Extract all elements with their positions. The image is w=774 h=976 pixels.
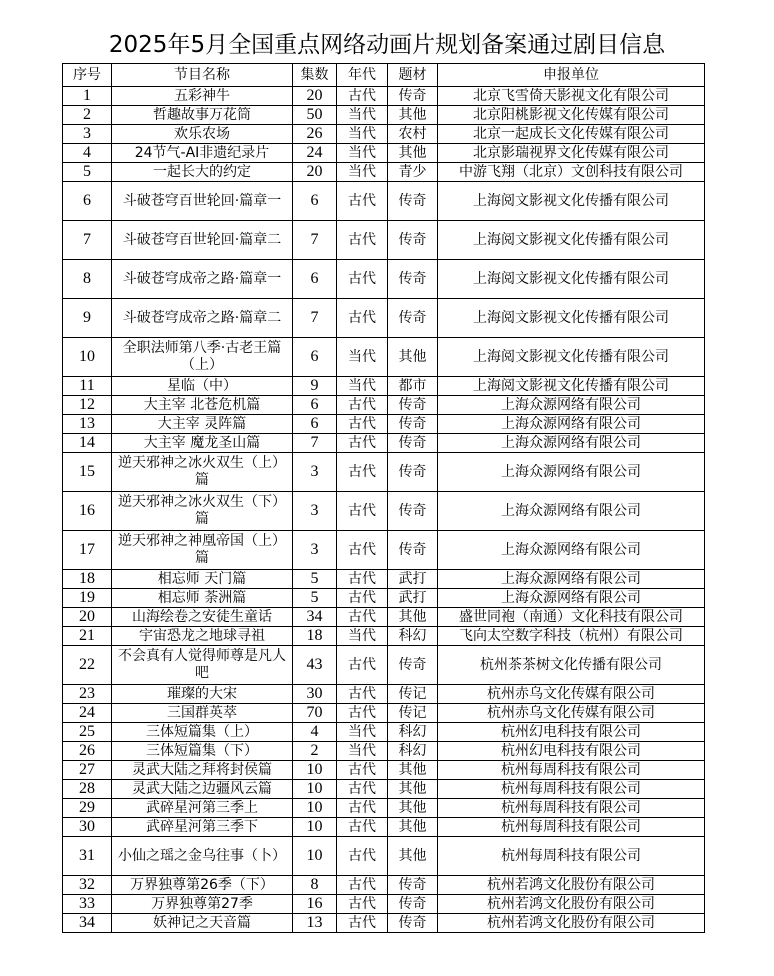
cell-genre: 传奇 [388,876,438,895]
cell-era: 当代 [337,144,388,163]
cell-name: 武碎星河第三季下 [112,818,293,837]
cell-episodes: 5 [293,589,337,608]
cell-era: 古代 [337,895,388,914]
table-row [63,876,705,895]
cell-genre: 其他 [388,608,438,627]
cell-company: 盛世同袍（南通）文化科技有限公司 [438,608,705,627]
cell-episodes: 6 [293,260,337,299]
cell-seq: 26 [63,742,112,761]
cell-seq: 16 [63,492,112,531]
cell-episodes: 20 [293,163,337,182]
cell-name: 宇宙恐龙之地球寻祖 [112,627,293,646]
cell-company: 上海众源网络有限公司 [438,434,705,453]
cell-seq: 12 [63,396,112,415]
cell-genre: 其他 [388,338,438,377]
cell-name: 三体短篇集（上） [112,723,293,742]
cell-name: 斗破苍穹百世轮回·篇章二 [112,221,293,260]
cell-name: 哲趣故事万花筒 [112,106,293,125]
cell-company: 杭州每周科技有限公司 [438,761,705,780]
cell-genre: 其他 [388,761,438,780]
cell-era: 当代 [337,163,388,182]
cell-era: 古代 [337,453,388,492]
cell-seq: 27 [63,761,112,780]
cell-company: 杭州茶茶树文化传播有限公司 [438,646,705,685]
cell-genre: 传奇 [388,895,438,914]
cell-episodes: 34 [293,608,337,627]
cell-era: 古代 [337,818,388,837]
table-row [63,895,705,914]
cell-genre: 科幻 [388,742,438,761]
cell-company: 上海众源网络有限公司 [438,453,705,492]
cell-company: 北京一起成长文化传媒有限公司 [438,125,705,144]
cell-company: 杭州每周科技有限公司 [438,780,705,799]
cell-company: 杭州每周科技有限公司 [438,818,705,837]
cell-company: 杭州每周科技有限公司 [438,837,705,876]
cell-era: 古代 [337,780,388,799]
cell-company: 杭州幻电科技有限公司 [438,742,705,761]
cell-seq: 7 [63,221,112,260]
cell-episodes: 16 [293,895,337,914]
cell-seq: 17 [63,531,112,570]
cell-era: 古代 [337,87,388,106]
cell-era: 古代 [337,837,388,876]
cell-name: 五彩神牛 [112,87,293,106]
header-name: 节目名称 [112,64,293,87]
cell-era: 古代 [337,608,388,627]
cell-episodes: 3 [293,492,337,531]
table-row [63,434,705,453]
cell-episodes: 6 [293,182,337,221]
cell-genre: 科幻 [388,627,438,646]
cell-episodes: 10 [293,799,337,818]
cell-episodes: 26 [293,125,337,144]
cell-genre: 其他 [388,780,438,799]
cell-episodes: 13 [293,914,337,933]
cell-name: 灵武大陆之边疆风云篇 [112,780,293,799]
cell-name: 璀璨的大宋 [112,685,293,704]
cell-episodes: 30 [293,685,337,704]
cell-seq: 31 [63,837,112,876]
cell-era: 古代 [337,761,388,780]
cell-genre: 传奇 [388,415,438,434]
cell-genre: 武打 [388,570,438,589]
cell-episodes: 7 [293,434,337,453]
cell-genre: 传奇 [388,453,438,492]
cell-name: 小仙之瑶之金乌往事（卜） [112,837,293,876]
cell-episodes: 9 [293,377,337,396]
table-row [63,415,705,434]
cell-name: 欢乐农场 [112,125,293,144]
cell-name: 斗破苍穹百世轮回·篇章一 [112,182,293,221]
cell-name: 灵武大陆之拜将封侯篇 [112,761,293,780]
cell-seq: 15 [63,453,112,492]
cell-seq: 21 [63,627,112,646]
cell-era: 古代 [337,434,388,453]
cell-name: 相忘师 荼洲篇 [112,589,293,608]
cell-era: 当代 [337,723,388,742]
cell-seq: 9 [63,299,112,338]
drama-table [62,63,705,933]
cell-company: 杭州若鸿文化股份有限公司 [438,914,705,933]
cell-name: 全职法师第八季·古老王篇（上） [112,338,293,377]
cell-company: 上海众源网络有限公司 [438,589,705,608]
cell-episodes: 6 [293,338,337,377]
cell-seq: 3 [63,125,112,144]
cell-episodes: 10 [293,780,337,799]
page-title: 2025年5月全国重点网络动画片规划备案通过剧目信息 [108,32,666,58]
cell-seq: 20 [63,608,112,627]
cell-company: 上海阅文影视文化传播有限公司 [438,182,705,221]
cell-name: 逆天邪神之冰火双生（下）篇 [112,492,293,531]
cell-company: 上海众源网络有限公司 [438,396,705,415]
table-row [63,125,705,144]
cell-name: 一起长大的约定 [112,163,293,182]
header-company: 申报单位 [438,64,705,87]
table-row [63,87,705,106]
cell-company: 杭州赤乌文化传媒有限公司 [438,685,705,704]
cell-genre: 都市 [388,377,438,396]
cell-episodes: 6 [293,396,337,415]
cell-name: 斗破苍穹成帝之路·篇章二 [112,299,293,338]
cell-episodes: 2 [293,742,337,761]
cell-episodes: 7 [293,299,337,338]
cell-episodes: 70 [293,704,337,723]
table-row [63,163,705,182]
cell-seq: 30 [63,818,112,837]
cell-genre: 传奇 [388,646,438,685]
cell-seq: 32 [63,876,112,895]
table-row [63,221,705,260]
header-seq: 序号 [63,64,112,87]
cell-name: 万界独尊第27季 [112,895,293,914]
cell-era: 当代 [337,627,388,646]
table-row [63,818,705,837]
cell-episodes: 7 [293,221,337,260]
cell-genre: 传奇 [388,531,438,570]
table-body [63,87,705,933]
cell-company: 上海众源网络有限公司 [438,531,705,570]
table-row [63,260,705,299]
cell-name: 武碎星河第三季上 [112,799,293,818]
cell-name: 三国群英萃 [112,704,293,723]
table-row [63,396,705,415]
cell-genre: 传奇 [388,914,438,933]
table-row [63,589,705,608]
table-row [63,646,705,685]
table-row [63,492,705,531]
cell-episodes: 20 [293,87,337,106]
cell-genre: 传奇 [388,299,438,338]
header-episodes: 集数 [293,64,337,87]
cell-genre: 其他 [388,799,438,818]
cell-era: 古代 [337,704,388,723]
cell-era: 古代 [337,589,388,608]
cell-name: 大主宰 灵阵篇 [112,415,293,434]
cell-name: 24节气-AI非遗纪录片 [112,144,293,163]
cell-episodes: 8 [293,876,337,895]
cell-episodes: 10 [293,761,337,780]
cell-name: 相忘师 天门篇 [112,570,293,589]
cell-name: 三体短篇集（下） [112,742,293,761]
cell-seq: 6 [63,182,112,221]
table-row [63,338,705,377]
cell-company: 上海阅文影视文化传播有限公司 [438,377,705,396]
cell-company: 上海众源网络有限公司 [438,415,705,434]
cell-seq: 25 [63,723,112,742]
cell-episodes: 43 [293,646,337,685]
cell-genre: 其他 [388,837,438,876]
cell-episodes: 10 [293,818,337,837]
cell-company: 上海阅文影视文化传播有限公司 [438,338,705,377]
cell-genre: 武打 [388,589,438,608]
table-row [63,299,705,338]
cell-company: 北京阳桃影视文化传媒有限公司 [438,106,705,125]
table-row [63,627,705,646]
cell-company: 杭州若鸿文化股份有限公司 [438,895,705,914]
cell-era: 古代 [337,799,388,818]
table-header-row [63,64,705,87]
cell-seq: 10 [63,338,112,377]
cell-episodes: 18 [293,627,337,646]
cell-name: 逆天邪神之神凰帝国（上）篇 [112,531,293,570]
cell-name: 斗破苍穹成帝之路·篇章一 [112,260,293,299]
cell-name: 大主宰 魔龙圣山篇 [112,434,293,453]
cell-seq: 2 [63,106,112,125]
cell-seq: 18 [63,570,112,589]
cell-episodes: 3 [293,453,337,492]
cell-seq: 4 [63,144,112,163]
cell-era: 古代 [337,492,388,531]
cell-genre: 传记 [388,704,438,723]
cell-era: 当代 [337,338,388,377]
cell-seq: 8 [63,260,112,299]
table-row [63,780,705,799]
cell-episodes: 10 [293,837,337,876]
cell-era: 古代 [337,415,388,434]
cell-era: 当代 [337,106,388,125]
table-row [63,914,705,933]
cell-seq: 14 [63,434,112,453]
cell-company: 上海阅文影视文化传播有限公司 [438,221,705,260]
cell-episodes: 3 [293,531,337,570]
cell-era: 古代 [337,914,388,933]
table-row [63,106,705,125]
cell-genre: 传奇 [388,396,438,415]
table-row [63,837,705,876]
cell-company: 杭州赤乌文化传媒有限公司 [438,704,705,723]
table-row [63,453,705,492]
cell-era: 当代 [337,377,388,396]
cell-seq: 22 [63,646,112,685]
cell-era: 当代 [337,125,388,144]
cell-name: 大主宰 北苍危机篇 [112,396,293,415]
table-row [63,742,705,761]
table-row [63,799,705,818]
cell-seq: 29 [63,799,112,818]
cell-era: 古代 [337,182,388,221]
table-row [63,723,705,742]
cell-seq: 23 [63,685,112,704]
cell-era: 古代 [337,646,388,685]
cell-name: 山海绘卷之安徒生童话 [112,608,293,627]
cell-era: 古代 [337,396,388,415]
table-row [63,144,705,163]
cell-seq: 28 [63,780,112,799]
table-row [63,377,705,396]
table-row [63,608,705,627]
cell-era: 古代 [337,299,388,338]
cell-genre: 传奇 [388,182,438,221]
cell-seq: 19 [63,589,112,608]
cell-company: 杭州幻电科技有限公司 [438,723,705,742]
cell-company: 上海众源网络有限公司 [438,570,705,589]
cell-name: 逆天邪神之冰火双生（上）篇 [112,453,293,492]
cell-era: 古代 [337,570,388,589]
cell-company: 中游飞翔（北京）文创科技有限公司 [438,163,705,182]
cell-era: 当代 [337,742,388,761]
table-row [63,761,705,780]
table-row [63,704,705,723]
table-row [63,570,705,589]
cell-genre: 传奇 [388,260,438,299]
cell-genre: 传奇 [388,221,438,260]
cell-genre: 其他 [388,106,438,125]
cell-genre: 科幻 [388,723,438,742]
cell-company: 北京影瑞视界文化传媒有限公司 [438,144,705,163]
cell-era: 古代 [337,221,388,260]
cell-era: 古代 [337,876,388,895]
cell-episodes: 5 [293,570,337,589]
cell-company: 北京飞雪倚天影视文化有限公司 [438,87,705,106]
cell-seq: 24 [63,704,112,723]
cell-name: 妖神记之天音篇 [112,914,293,933]
cell-episodes: 50 [293,106,337,125]
cell-genre: 传奇 [388,434,438,453]
cell-episodes: 6 [293,415,337,434]
cell-seq: 5 [63,163,112,182]
cell-seq: 13 [63,415,112,434]
cell-genre: 青少 [388,163,438,182]
cell-company: 上海众源网络有限公司 [438,492,705,531]
header-genre: 题材 [388,64,438,87]
cell-genre: 其他 [388,144,438,163]
cell-episodes: 4 [293,723,337,742]
header-era: 年代 [337,64,388,87]
cell-seq: 33 [63,895,112,914]
cell-seq: 34 [63,914,112,933]
table-row [63,531,705,570]
cell-genre: 传奇 [388,87,438,106]
cell-episodes: 24 [293,144,337,163]
cell-name: 星临（中） [112,377,293,396]
cell-company: 上海阅文影视文化传播有限公司 [438,299,705,338]
cell-genre: 传记 [388,685,438,704]
cell-company: 杭州每周科技有限公司 [438,799,705,818]
cell-seq: 11 [63,377,112,396]
cell-company: 飞向太空数字科技（杭州）有限公司 [438,627,705,646]
cell-era: 古代 [337,531,388,570]
cell-name: 万界独尊第26季（下） [112,876,293,895]
cell-company: 上海阅文影视文化传播有限公司 [438,260,705,299]
cell-genre: 传奇 [388,492,438,531]
table-row [63,685,705,704]
table-row [63,182,705,221]
cell-name: 不会真有人觉得师尊是凡人吧 [112,646,293,685]
cell-genre: 其他 [388,818,438,837]
cell-seq: 1 [63,87,112,106]
cell-era: 古代 [337,685,388,704]
cell-era: 古代 [337,260,388,299]
cell-company: 杭州若鸿文化股份有限公司 [438,876,705,895]
cell-genre: 农村 [388,125,438,144]
